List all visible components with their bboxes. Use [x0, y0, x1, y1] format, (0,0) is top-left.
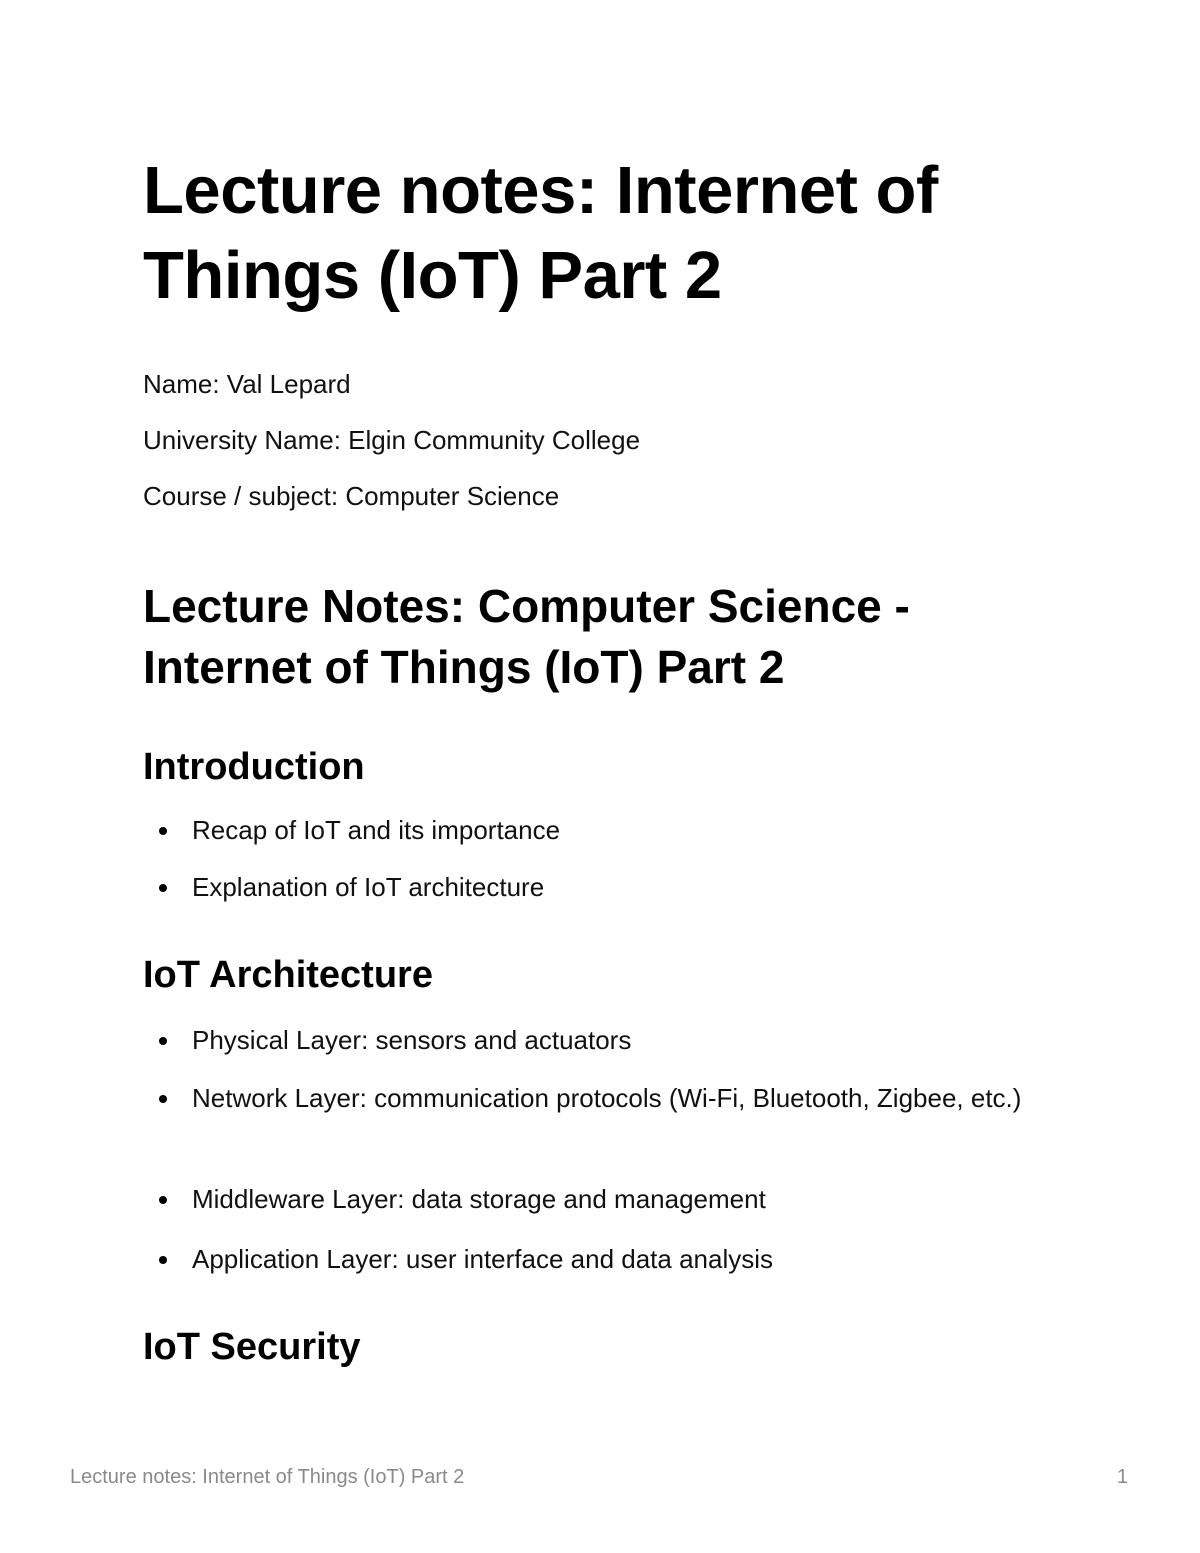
main-heading: Lecture Notes: Computer Science - Internet of Things (IoT) Part 2	[143, 580, 910, 693]
list-item-text: Application Layer: user interface and data analysis	[192, 1244, 774, 1274]
list-item-text: Network Layer: communication protocols (Wi-Fi, Bluetooth, Zigbee, etc.)	[192, 1083, 1022, 1113]
bullet-icon	[159, 1095, 167, 1103]
section-heading-introduction: Introduction	[143, 746, 365, 788]
bullet-icon	[159, 1256, 167, 1264]
list-item-text: Middleware Layer: data storage and management	[192, 1184, 766, 1214]
section-heading-iot-architecture: IoT Architecture	[143, 954, 433, 996]
list-item-text: Explanation of IoT architecture	[192, 872, 545, 902]
bullet-icon	[159, 1037, 167, 1045]
list-item-text: Recap of IoT and its importance	[192, 815, 561, 845]
bullet-icon	[159, 1196, 167, 1204]
footer-title: Lecture notes: Internet of Things (IoT) Part 2	[70, 1466, 465, 1488]
list-item-text: Physical Layer: sensors and actuators	[192, 1025, 632, 1055]
course-subject: Course / subject: Computer Science	[143, 481, 560, 511]
university-name: University Name: Elgin Community College	[143, 425, 641, 455]
document-title: Lecture notes: Internet of Things (IoT) Part 2	[143, 153, 938, 313]
bullet-icon	[159, 884, 167, 892]
page-number: 1	[1116, 1466, 1128, 1488]
section-heading-iot-security: IoT Security	[143, 1326, 361, 1368]
author-name: Name: Val Lepard	[143, 369, 351, 399]
bullet-icon	[159, 827, 167, 835]
